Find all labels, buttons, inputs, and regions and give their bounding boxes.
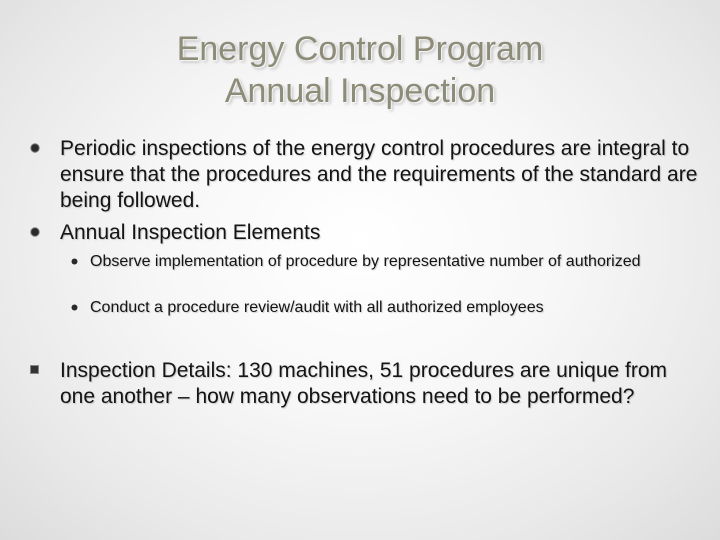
slide-title	[0, 28, 720, 112]
slide-title-line-2: Annual Inspection	[224, 72, 496, 110]
circle-bullet-icon	[29, 226, 41, 238]
small-circle-bullet-icon	[70, 303, 79, 312]
square-bullet-icon	[29, 364, 41, 376]
inspection-details: Inspection Details: 130 machines, 51 procedures are unique from one another – how many observations need to be performed?	[60, 359, 668, 408]
slide-title-line-1: Energy Control Program	[176, 30, 544, 68]
circle-bullet-icon	[29, 142, 41, 154]
sub-bullet-conduct-review: Conduct a procedure review/audit with all authorized employees	[90, 299, 544, 316]
bullet-periodic-inspections: Periodic inspections of the energy control procedures are integral to ensure that the procedures and the requirements of the standard are being followed.	[60, 137, 698, 212]
bullet-annual-inspection-elements: Annual Inspection Elements	[60, 221, 321, 244]
sub-bullet-observe-implementation: Observe implementation of procedure by representative number of authorized	[90, 253, 641, 270]
small-circle-bullet-icon	[70, 257, 79, 266]
